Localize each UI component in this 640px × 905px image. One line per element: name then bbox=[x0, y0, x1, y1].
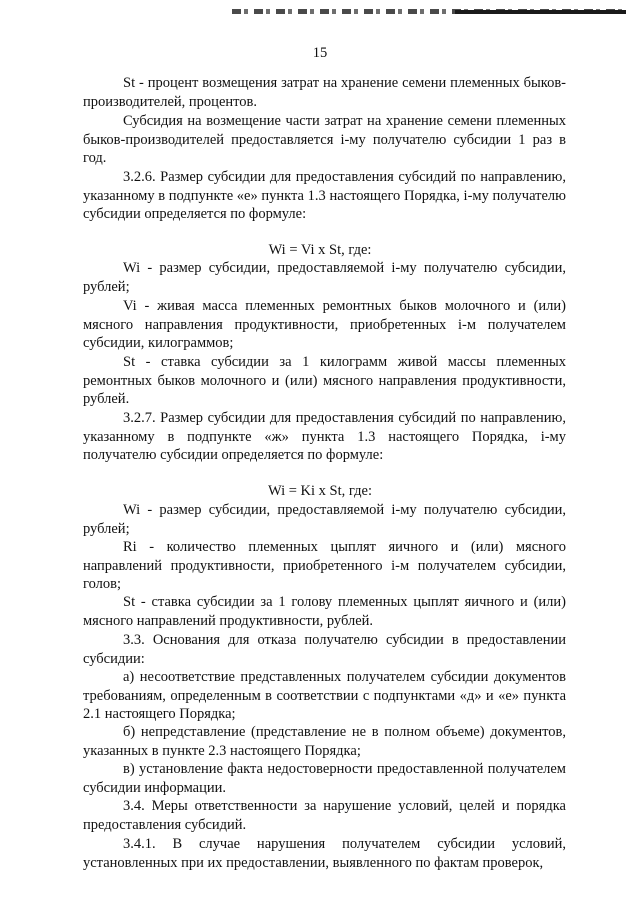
formula-wi-vi-st: Wi = Vi x St, где: bbox=[268, 242, 372, 258]
paragraph-st-rate-head: St - ставка субсидии за 1 голову племенных цыплят яичного и (или) мясного направлений продуктивности, рублей. bbox=[83, 594, 566, 629]
paragraph-refusal-a: а) несоответствие представленных получателем субсидии документов требованиям, определенным в соответствии с подпунктами «д» и «е» пункта 2.1 настоящего Порядка; bbox=[83, 669, 566, 723]
page-number: 15 bbox=[312, 45, 328, 61]
paragraph-vi-definition: Vi - живая масса племенных ремонтных быков молочного и (или) мясного направления продуктивности, приобретенных i-м получателем субсидии, килограммов; bbox=[83, 298, 566, 352]
scan-edge-artifact bbox=[455, 10, 626, 14]
paragraph-3-2-7: 3.2.7. Размер субсидии для предоставления субсидий по направлению, указанному в подпункте «ж» пункта 1.3 настоящего Порядка, i-му получателю субсидии определяется по формуле: bbox=[83, 410, 566, 464]
paragraph-3-4-1: 3.4.1. В случае нарушения получателем субсидии условий, установленных при их предоставлении, выявленного по фактам проверок, bbox=[83, 836, 566, 871]
paragraph-subsidy-frequency: Субсидия на возмещение части затрат на хранение семени племенных быков-производителей предоставляется i-му получателю субсидии 1 раз в год. bbox=[83, 113, 566, 167]
paragraph-3-2-6: 3.2.6. Размер субсидии для предоставления субсидий по направлению, указанному в подпункте «е» пункта 1.3 настоящего Порядка, i-му получателю субсидии определяется по формуле: bbox=[83, 169, 566, 223]
paragraph-3-3: 3.3. Основания для отказа получателю субсидии в предоставлении субсидии: bbox=[83, 632, 566, 667]
paragraph-st-rate-kg: St - ставка субсидии за 1 килограмм живой массы племенных ремонтных быков молочного и (или) мясного направления продуктивности, рублей. bbox=[83, 354, 566, 408]
formula-wi-ki-st: Wi = Ki x St, где: bbox=[268, 483, 372, 499]
paragraph-st-percent: St - процент возмещения затрат на хранение семени племенных быков-производителей, процентов. bbox=[83, 75, 566, 110]
paragraph-wi-definition-2: Wi - размер субсидии, предоставляемой i-му получателю субсидии, рублей; bbox=[83, 502, 566, 537]
paragraph-3-4: 3.4. Меры ответственности за нарушение условий, целей и порядка предоставления субсидий. bbox=[83, 798, 566, 833]
paragraph-wi-definition: Wi - размер субсидии, предоставляемой i-му получателю субсидии, рублей; bbox=[83, 260, 566, 295]
paragraph-ri-definition: Ri - количество племенных цыплят яичного и (или) мясного направлений продуктивности, приобретенного i-м получателем субсидии, голов; bbox=[83, 539, 566, 593]
paragraph-refusal-c: в) установление факта недостоверности предоставленной получателем субсидии информации. bbox=[83, 761, 566, 796]
paragraph-refusal-b: б) непредставление (представление не в полном объеме) документов, указанных в пункте 2.3 настоящего Порядка; bbox=[83, 724, 566, 759]
